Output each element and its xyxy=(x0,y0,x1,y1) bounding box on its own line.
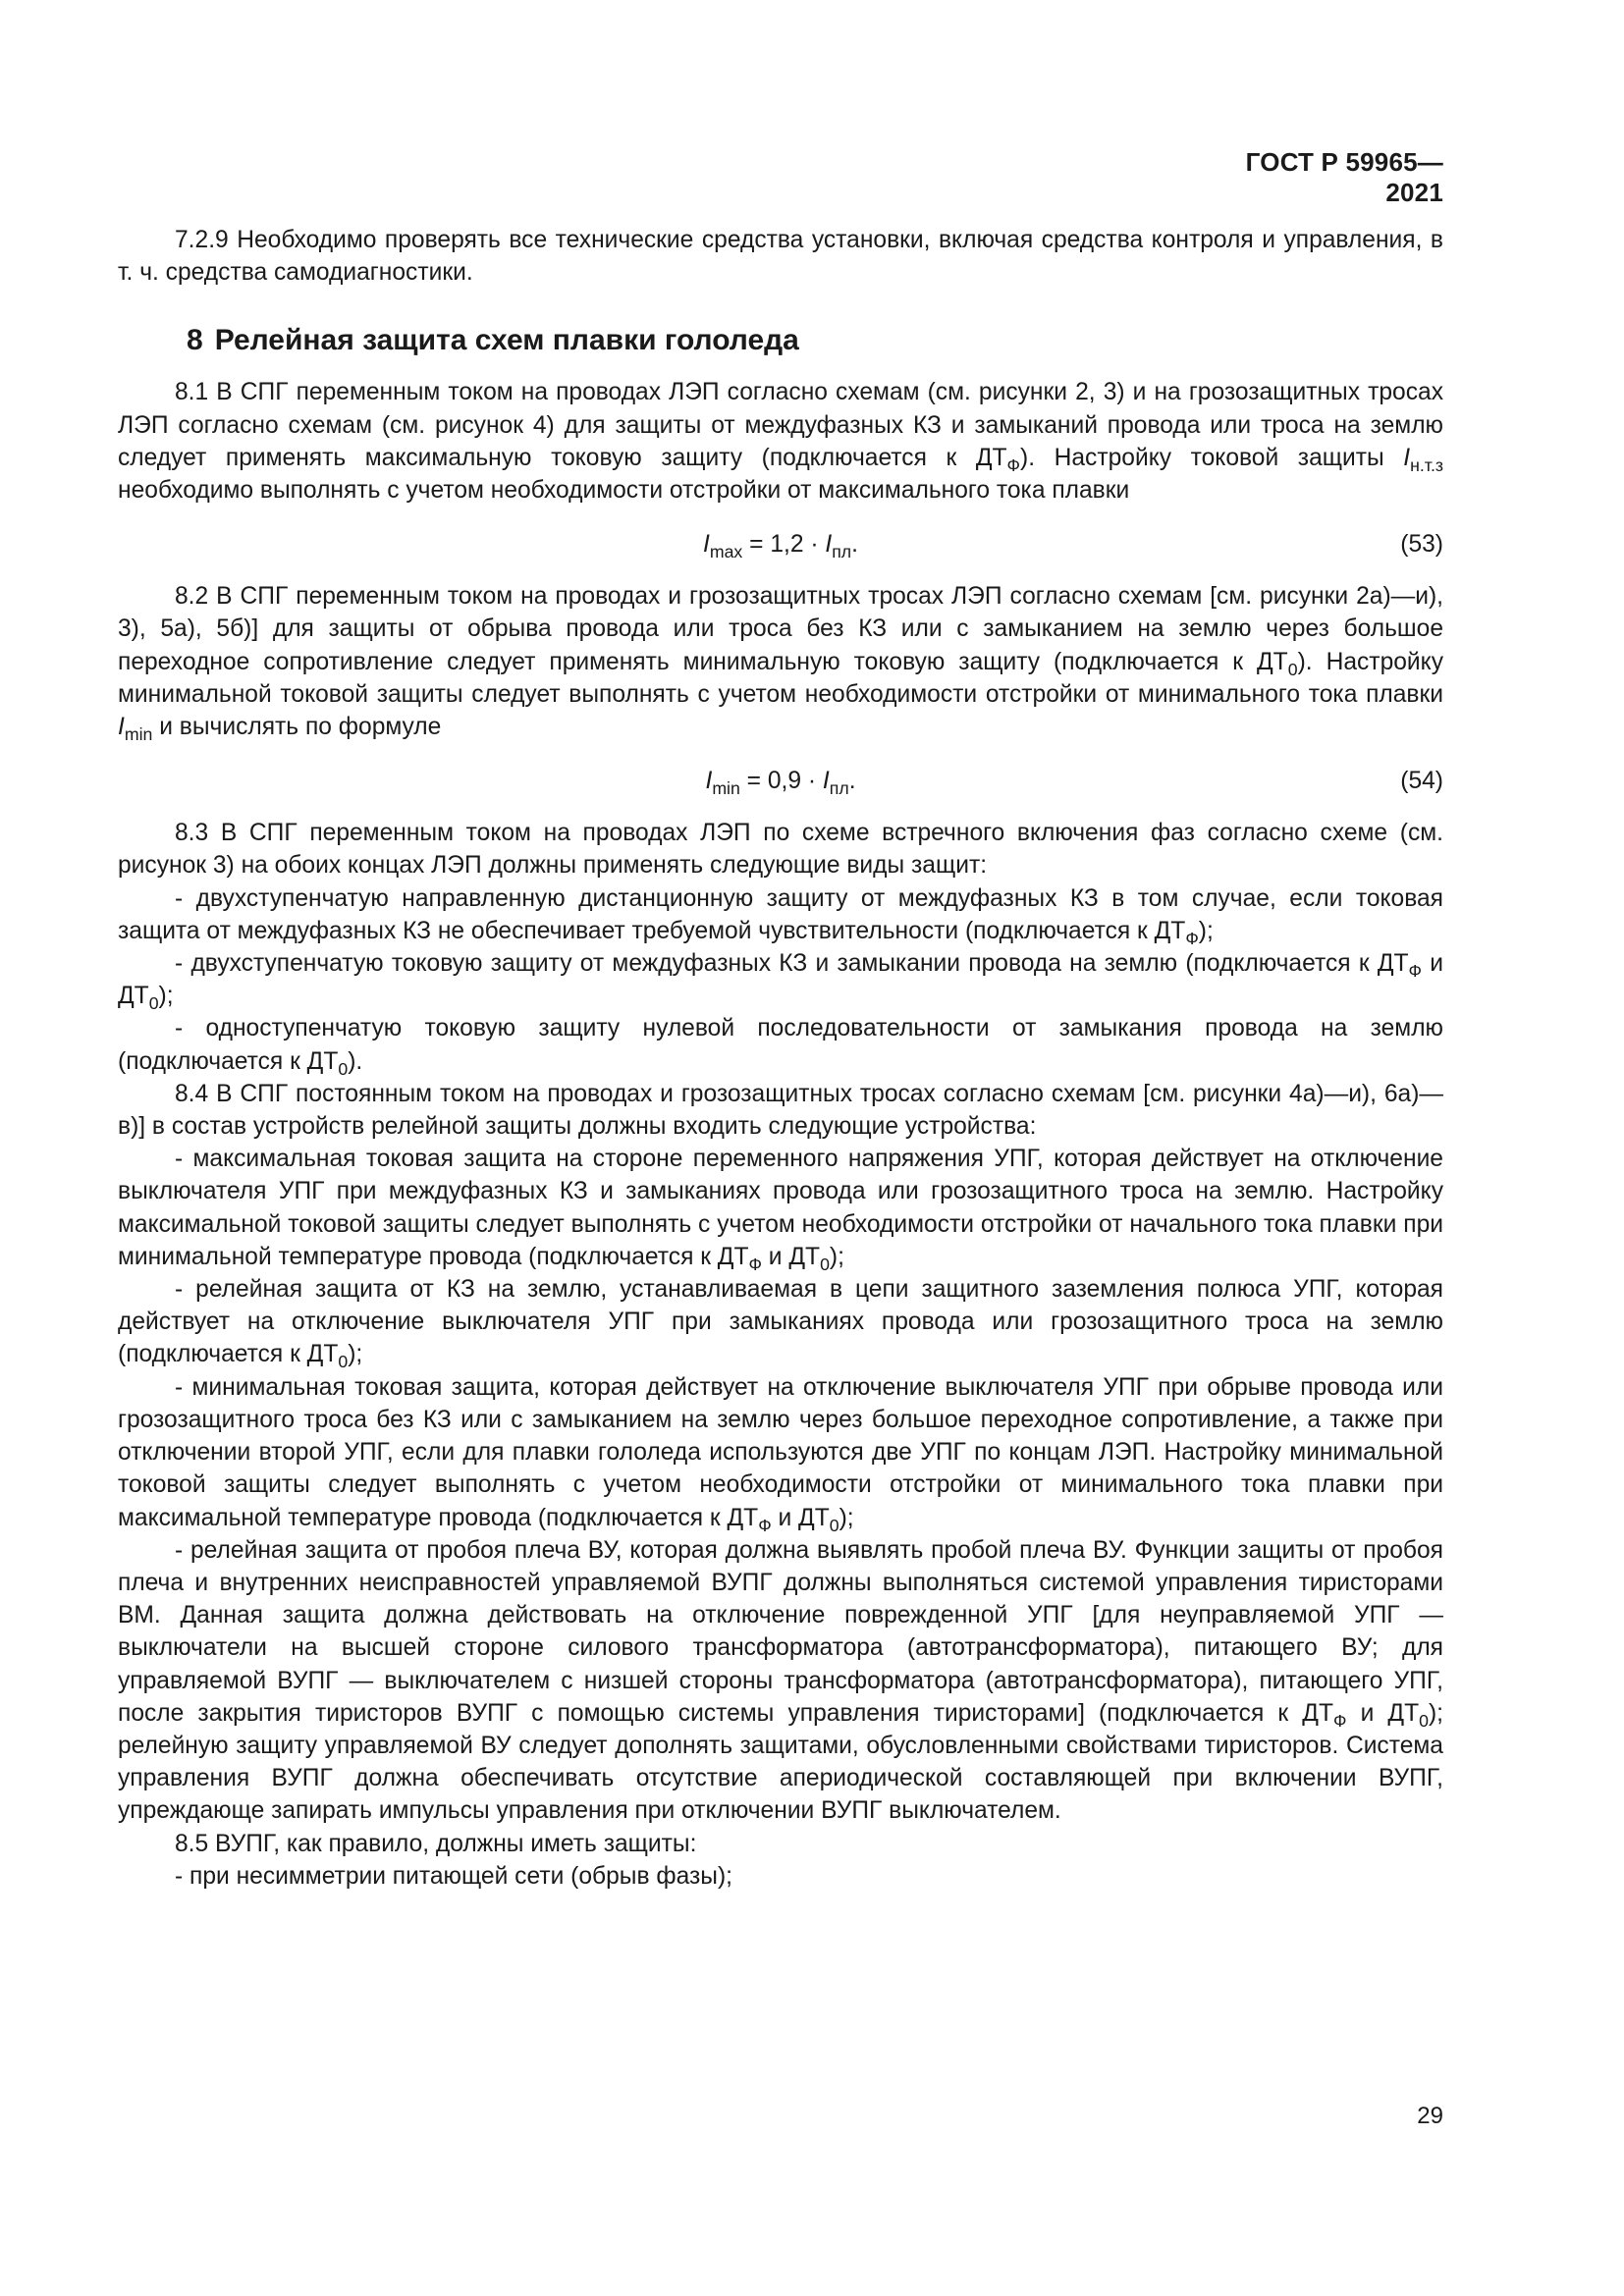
list-item: - максимальная токовая защита на стороне переменного напряжения УПГ, которая действует на отключение выключателя УПГ при междуфазных КЗ и замыканиях провода или грозозащитного троса на землю. Настройку максимальной токовой защиты следует выполнять с учетом необходимости отстройки от начального тока плавки при минимальной температуре провода (подключается к $ДТ_Ф$ и $ДТ_0$); xyxy=(118,1146,1443,1275)
formula-expression: $I_{max} = 1,2 \cdot I_{пл}$. xyxy=(703,531,858,562)
formula-54 xyxy=(118,765,1443,797)
list-item: - двухступенчатую токовую защиту от междуфазных КЗ и замыкании провода на землю (подключается к $ДТ_Ф$ и $ДТ_0$); xyxy=(118,950,1443,1014)
list-item: - одноступенчатую токовую защиту нулевой последовательности от замыкания провода на землю (подключается к $ДТ_0$). xyxy=(118,1015,1443,1079)
formula-expression: $I_{min} = 0,9 \cdot I_{пл}$. xyxy=(705,768,856,799)
list-item: - релейная защита от КЗ на землю, устанавливаемая в цепи защитного заземления полюса УПГ, которая действует на отключение выключателя УПГ при замыканиях провода или грозозащитного троса на землю (подключается к $ДТ_0$); xyxy=(118,1276,1443,1372)
standard-designation: ГОСТ Р 59965—2021 xyxy=(1245,147,1443,207)
section-number: 8 xyxy=(187,324,203,357)
equation-number: (54) xyxy=(1400,768,1443,795)
paragraph-8-1: 8.1 В СПГ переменным током на проводах ЛЭП согласно схемам (см. рисунки 2, 3) и на грозозащитных тросах ЛЭП согласно схемам (см. рисунок 4) для защиты от междуфазных КЗ и замыканий провода или троса на землю следует применять максимальную токовую защиту (подключается к $ДТ_Ф$). Настройку токовой защиты $I_{н.т.з}$ необходимо выполнять с учетом необходимости отстройки от максимального тока плавки xyxy=(118,379,1443,505)
list-item: - минимальная токовая защита, которая действует на отключение выключателя УПГ при обрыве провода или грозозащитного троса без КЗ или с замыканием на землю через большое переходное сопротивление, а также при отключении второй УПГ, если для плавки гололеда используются две УПГ по концам ЛЭП. Настройку минимальной токовой защиты следует выполнять с учетом необходимости отстройки от минимального тока плавки при максимальной температуре провода (подключается к $ДТ_Ф$ и $ДТ_0$); xyxy=(118,1373,1443,1535)
page-body xyxy=(118,224,1443,1893)
equation-number: (53) xyxy=(1400,531,1443,559)
paragraph-7-2-9: 7.2.9 Необходимо проверять все технические средства установки, включая средства контроля и управления, в т. ч. средства самодиагностики. xyxy=(118,227,1443,287)
paragraph-8-2: 8.2 В СПГ переменным током на проводах и грозозащитных тросах ЛЭП согласно схемам [см. рисунки 2а)—и), 3), 5а), 5б)] для защиты от обрыва провода или троса без КЗ или с замыканием на землю через большое переходное сопротивление следует применять минимальную токовую защиту (подключается к $ДТ_0$). Настройку минимальной токовой защиты следует выполнять с учетом необходимости отстройки от минимального тока плавки $I_{min}$ и вычислять по формуле xyxy=(118,583,1443,745)
paragraph-8-4: 8.4 В СПГ постоянным током на проводах и грозозащитных тросах согласно схемам [см. рисунки 4а)—и), 6а)—в)] в состав устройств релейной защиты должны входить следующие устройства: xyxy=(118,1080,1443,1141)
section-title: Релейная защита схем плавки гололеда xyxy=(214,324,799,357)
page-number: 29 xyxy=(1417,2103,1443,2129)
paragraph-8-5: 8.5 ВУПГ, как правило, должны иметь защиты: xyxy=(175,1830,697,1857)
list-item: - релейная защита от пробоя плеча ВУ, которая должна выявлять пробой плеча ВУ. Функции защиты от пробоя плеча и внутренних неисправностей управляемой ВУПГ должны выполняться системой управления тиристорами ВМ. Данная защита должна действовать на отключение поврежденной УПГ [для неуправляемой УПГ — выключатели на высшей стороне силового трансформатора (автотрансформатора), питающего ВУ; для управляемой ВУПГ — выключателем с низшей стороны трансформатора (автотрансформатора), питающего УПГ, после закрытия тиристоров ВУПГ с помощью системы управления тиристорами] (подключается к $ДТ_Ф$ и $ДТ_0$); релейную защиту управляемой ВУ следует дополнять защитами, обусловленными свойствами тиристоров. Система управления ВУПГ должна обеспечивать отсутствие апериодической составляющей при включении ВУПГ, упреждающе запирать импульсы управления при отключении ВУПГ выключателем. xyxy=(118,1536,1443,1825)
list-item: - двухступенчатую направленную дистанционную защиту от междуфазных КЗ в том случае, если токовая защита от междуфазных КЗ не обеспечивает требуемой чувствительности (подключается к $ДТ_Ф$); xyxy=(118,884,1443,949)
formula-53 xyxy=(118,528,1443,561)
section-heading xyxy=(118,321,1443,360)
paragraph-8-3: 8.3 В СПГ переменным током на проводах ЛЭП по схеме встречного включения фаз согласно схеме (см. рисунок 3) на обоих концах ЛЭП должны применять следующие виды защит: xyxy=(118,820,1443,880)
list-item: - при несимметрии питающей сети (обрыв фазы); xyxy=(175,1862,732,1890)
